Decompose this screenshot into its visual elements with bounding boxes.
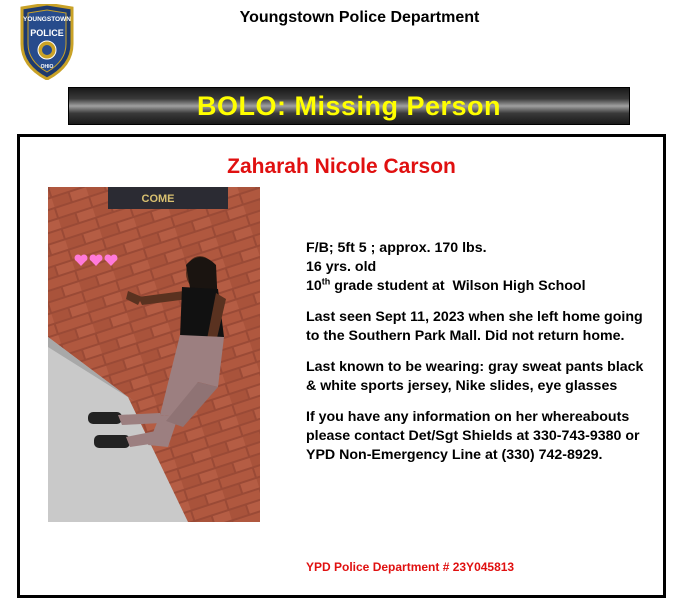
- person-details: [306, 239, 656, 477]
- person-name: Zaharah Nicole Carson: [227, 155, 456, 178]
- bolo-banner: [68, 87, 630, 125]
- badge-bottom-text: OHIO: [40, 64, 54, 70]
- school-info: [306, 277, 656, 296]
- contact-text: If you have any information on her whereabouts please contact Det/Sgt Shields at 330-743-9380 or YPD Non-Emergency Line at (330) 742-8929.: [306, 409, 640, 463]
- case-number: YPD Police Department # 23Y045813: [306, 560, 515, 574]
- grade-suffix: th: [321, 276, 331, 287]
- school-name: grade student at Wilson High School: [330, 278, 586, 294]
- age: 16 yrs. old: [306, 259, 377, 275]
- physical-description: F/B; 5ft 5 ; approx. 170 lbs.: [306, 240, 487, 256]
- clothing-text: Last known to be wearing: gray sweat pants black & white sports jersey, Nike slides, eye glasses: [306, 359, 644, 394]
- bolo-banner-text: BOLO: Missing Person: [196, 90, 502, 121]
- badge-middle-text: POLICE: [30, 28, 64, 38]
- department-title: Youngstown Police Department: [239, 9, 480, 26]
- person-photo: [48, 187, 260, 522]
- photo-sign-text: COME: [141, 193, 175, 205]
- missing-person-panel: [17, 134, 666, 598]
- badge-top-text: YOUNGSTOWN: [23, 16, 71, 23]
- last-seen-text: Last seen Sept 11, 2023 when she left home going to the Southern Park Mall. Did not return home.: [306, 309, 643, 344]
- grade-number: 10: [306, 278, 322, 294]
